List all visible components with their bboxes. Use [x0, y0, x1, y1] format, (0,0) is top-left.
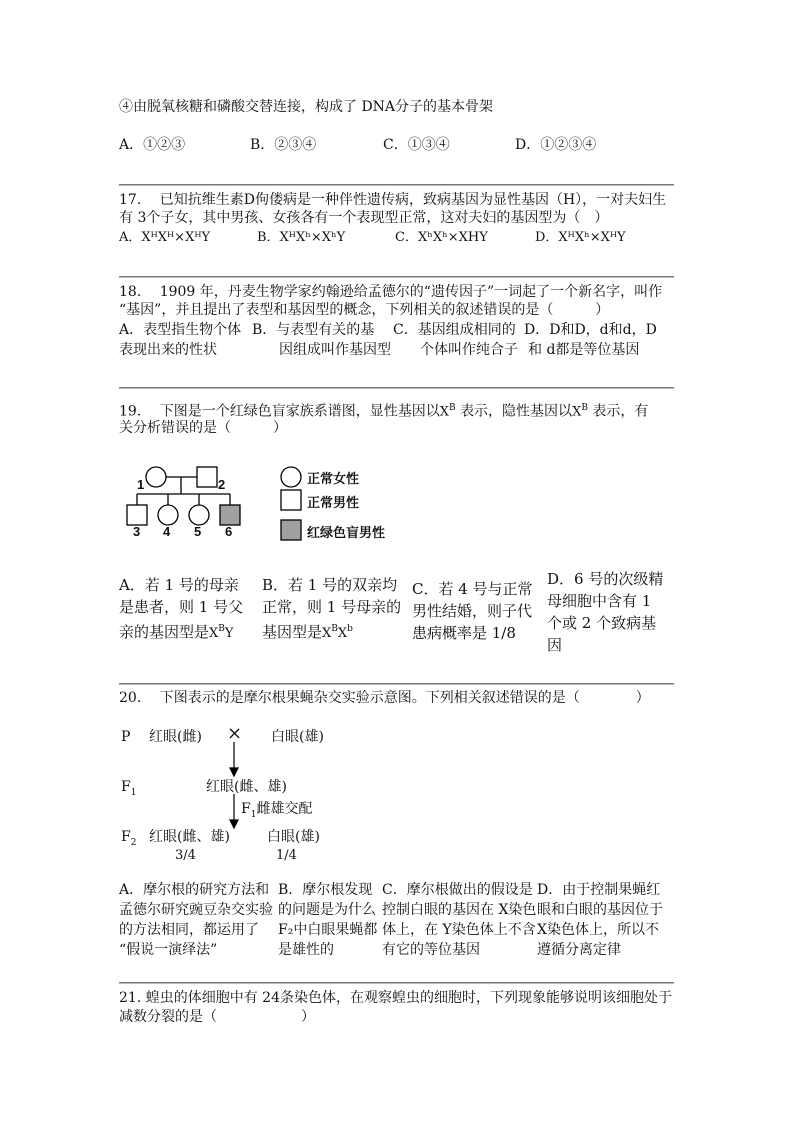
pedigree-affected-male-6 — [220, 505, 240, 525]
member-label-4: 4 — [163, 524, 171, 539]
gene-superscript: B — [218, 624, 225, 634]
q20-option-c-line: 有它的等位基因 — [382, 942, 480, 958]
q18-stem-line1: 18. 1909 年，丹麦生物学家约翰逊给孟德尔的“遗传因子”一词起了一个新名字，叫作 — [119, 284, 663, 300]
divider — [119, 276, 674, 278]
f1-red-eye: 红眼(雌、雄) — [206, 779, 287, 795]
q20-option-c-line: 体上，在 Y染色体上不含 — [382, 922, 536, 938]
cross-arrows — [226, 740, 242, 832]
gene-superscript: b — [347, 624, 353, 634]
gene-symbol: X — [572, 404, 582, 420]
member-label-3: 3 — [133, 524, 141, 539]
q17-option-d[interactable]: D．XᴴXʰ×XᴴY — [535, 230, 626, 245]
q19-option-d-line: 个或 2 个致病基 — [547, 614, 657, 632]
p-white-eye-male: 白眼(雄) — [271, 729, 324, 745]
q20-option-b-line: 的问题是为什么 — [278, 902, 376, 918]
q20-option-a[interactable] — [119, 880, 279, 960]
f2-white-eye: 白眼(雄) — [267, 829, 320, 845]
q19-option-a-line: 是患者，则 1 号父 — [119, 598, 244, 616]
q18-option-a[interactable] — [119, 320, 259, 360]
q18-option-a-line: A．表型指生物个体 — [119, 322, 242, 338]
q20-option-d-line: D．由于控制果蝇红 — [537, 882, 661, 898]
q19-option-a-line: A．若 1 号的母亲 — [119, 576, 239, 594]
pedigree-male-2 — [197, 467, 217, 487]
q19-option-d[interactable] — [547, 568, 677, 656]
q19-stem-text: 表示，隐性基因以 — [460, 403, 573, 420]
q16-option-d[interactable]: D．①②③④ — [515, 137, 597, 153]
q20-option-a-line: “假说一演绎法” — [119, 942, 218, 958]
gene-superscript: B — [331, 624, 338, 634]
q17-option-b[interactable]: B．XᴴXʰ×XʰY — [257, 230, 346, 245]
q19-option-d-line: 母细胞中含有 1 — [547, 592, 652, 610]
generation-f1-label: $F_1$ — [121, 779, 137, 798]
pedigree-female-4 — [158, 505, 178, 525]
q20-option-a-line: A．摩尔根的研究方法和 — [119, 882, 270, 898]
q21-stem-line2: 减数分裂的是（ ） — [119, 1009, 315, 1025]
q20-option-c-line: 控制白眼的基因在 X染色 — [382, 902, 537, 918]
member-label-5: 5 — [194, 524, 202, 539]
q18-stem-line2: “基因”，并且提出了表型和基因型的概念，下列相关的叙述错误的是（ ） — [119, 302, 610, 318]
q17-option-c[interactable]: C．XʰXʰ×XHY — [395, 230, 488, 245]
pedigree-female-1 — [146, 467, 166, 487]
q19-option-b[interactable] — [262, 574, 412, 645]
q19-option-d-line: D．6 号的次级精 — [547, 570, 664, 588]
gene-superscript: B — [448, 403, 456, 413]
q19-option-c-line: 患病概率是 1/8 — [412, 624, 516, 642]
legend-colorblind-male: 红绿色盲男性 — [307, 525, 386, 540]
q21-stem-line1: 21. 蝗虫的体细胞中有 24条染色体，在观察蝗虫的细胞时，下列现象能够说明该细胞处于 — [119, 990, 672, 1006]
q20-option-b-line: B．摩尔根发现 — [278, 882, 373, 898]
gene-symbol: X — [439, 404, 449, 420]
q18-option-b-line: B．与表型有关的基 — [252, 322, 375, 338]
q16-option-c[interactable]: C．①③④ — [383, 137, 450, 153]
f2-red-ratio: 3/4 — [175, 848, 196, 863]
q19-stem-line2: 关分析错误的是（ ） — [119, 420, 287, 436]
q20-option-c-line: C．摩尔根做出的假设是 — [382, 882, 533, 898]
q20-option-b-line: 是雄性的 — [278, 942, 334, 958]
q19-option-c-line: 男性结婚，则子代 — [412, 602, 533, 620]
member-label-2: 2 — [218, 477, 226, 492]
divider — [119, 184, 674, 186]
f1-intercross-label: $F_1$雌雄交配 — [241, 801, 313, 820]
q19-option-b-line: 基因型是$X^BX^b$ — [262, 623, 353, 641]
generation-p-label: P — [121, 729, 131, 745]
q18-option-d-line: 和 d都是等位基因 — [528, 342, 640, 358]
gene-symbol: X — [209, 626, 219, 641]
q18-option-b[interactable] — [252, 320, 392, 360]
q20-option-b-line: F₂中白眼果蝇都 — [278, 922, 378, 938]
gene-symbol: Y — [224, 626, 234, 641]
q20-option-d-line: 眼和白眼的基因位于 — [537, 902, 663, 918]
q18-option-d-line: D．D和D，d和d，D — [524, 322, 657, 338]
q20-stem: 20. 下图表示的是摩尔根果蝇杂交实验示意图。下列相关叙述错误的是（ ） — [119, 690, 650, 706]
gene-symbol: X — [322, 626, 332, 641]
q18-option-d[interactable] — [524, 320, 674, 360]
arrow-down-icon — [230, 820, 238, 828]
cross-symbol: × — [227, 723, 243, 744]
generation-f2-label: $F_2$ — [121, 829, 137, 848]
legend-normal-male: 正常男性 — [307, 495, 360, 510]
pedigree-male-3 — [127, 505, 147, 525]
q19-stem-text: 表示，有 — [592, 403, 649, 420]
legend-female-symbol — [281, 467, 301, 487]
q20-option-b[interactable] — [278, 880, 382, 960]
q19-option-d-line: 因 — [547, 636, 563, 654]
q17-option-a[interactable]: A．XᴴXᴴ×XᴴY — [119, 230, 211, 245]
member-label-6: 6 — [225, 524, 233, 539]
p-red-eye-female: 红眼(雌) — [149, 729, 202, 745]
q19-stem-text: 19. 下图是一个红绿色盲家族系谱图，显性基因以 — [119, 403, 440, 420]
divider — [119, 387, 674, 389]
q19-option-c-line: C．若 4 号与正常 — [412, 580, 533, 598]
pedigree-legend-symbols — [280, 466, 304, 546]
legend-affected-male-symbol — [281, 520, 301, 540]
divider — [119, 683, 674, 685]
q19-option-b-line: 正常，则 1 号母亲的 — [262, 598, 402, 616]
legend-male-symbol — [281, 490, 301, 510]
q20-option-c[interactable] — [382, 880, 542, 960]
pedigree-female-5 — [189, 505, 209, 525]
gene-superscript: B — [581, 403, 588, 413]
arrow-down-icon — [230, 768, 238, 776]
member-label-1: 1 — [137, 477, 145, 492]
q19-option-c[interactable] — [412, 578, 547, 644]
f2-red-eye: 红眼(雌、雄) — [149, 829, 230, 845]
q20-option-d-line: 遵循分离定律 — [537, 942, 621, 958]
q18-option-a-line: 表现出来的性状 — [119, 342, 217, 358]
divider — [119, 982, 674, 984]
q20-option-d-line: X染色体上，所以不 — [537, 922, 659, 938]
q19-option-a-line: 亲的基因型是$X^BY$ — [119, 623, 234, 641]
q19-option-a[interactable] — [119, 574, 259, 645]
q17-stem-line1: 17. 已知抗维生素D佝偻病是一种伴性遗传病，致病基因为显性基因（H），一对夫妇生 — [119, 192, 667, 208]
q18-option-b-line: 因组成叫作基因型 — [279, 342, 391, 358]
q18-option-c-line: 个体叫作纯合子 — [420, 342, 518, 358]
q20-option-a-line: 孟德尔研究豌豆杂交实验 — [119, 902, 273, 918]
f2-white-ratio: 1/4 — [276, 848, 297, 863]
q16-statement: ④由脱氧核糖和磷酸交替连接，构成了 DNA分子的基本骨架 — [119, 99, 494, 115]
gene-symbol: X — [337, 626, 348, 641]
q19-option-b-line: B．若 1 号的双亲均 — [262, 576, 398, 594]
legend-normal-female: 正常女性 — [307, 471, 360, 486]
q18-option-c-line: C．基因组成相同的 — [393, 322, 516, 338]
q18-option-c[interactable] — [393, 320, 533, 360]
q16-option-b[interactable]: B．②③④ — [250, 137, 317, 153]
q16-option-a[interactable]: A．①②③ — [119, 137, 186, 153]
q17-stem-line2: 有 3个子女，其中男孩、女孩各有一个表现型正常，这对夫妇的基因型为（ ） — [119, 210, 609, 226]
q20-option-a-line: 的方法相同，都运用了 — [119, 922, 259, 938]
q20-option-d[interactable] — [537, 880, 677, 960]
